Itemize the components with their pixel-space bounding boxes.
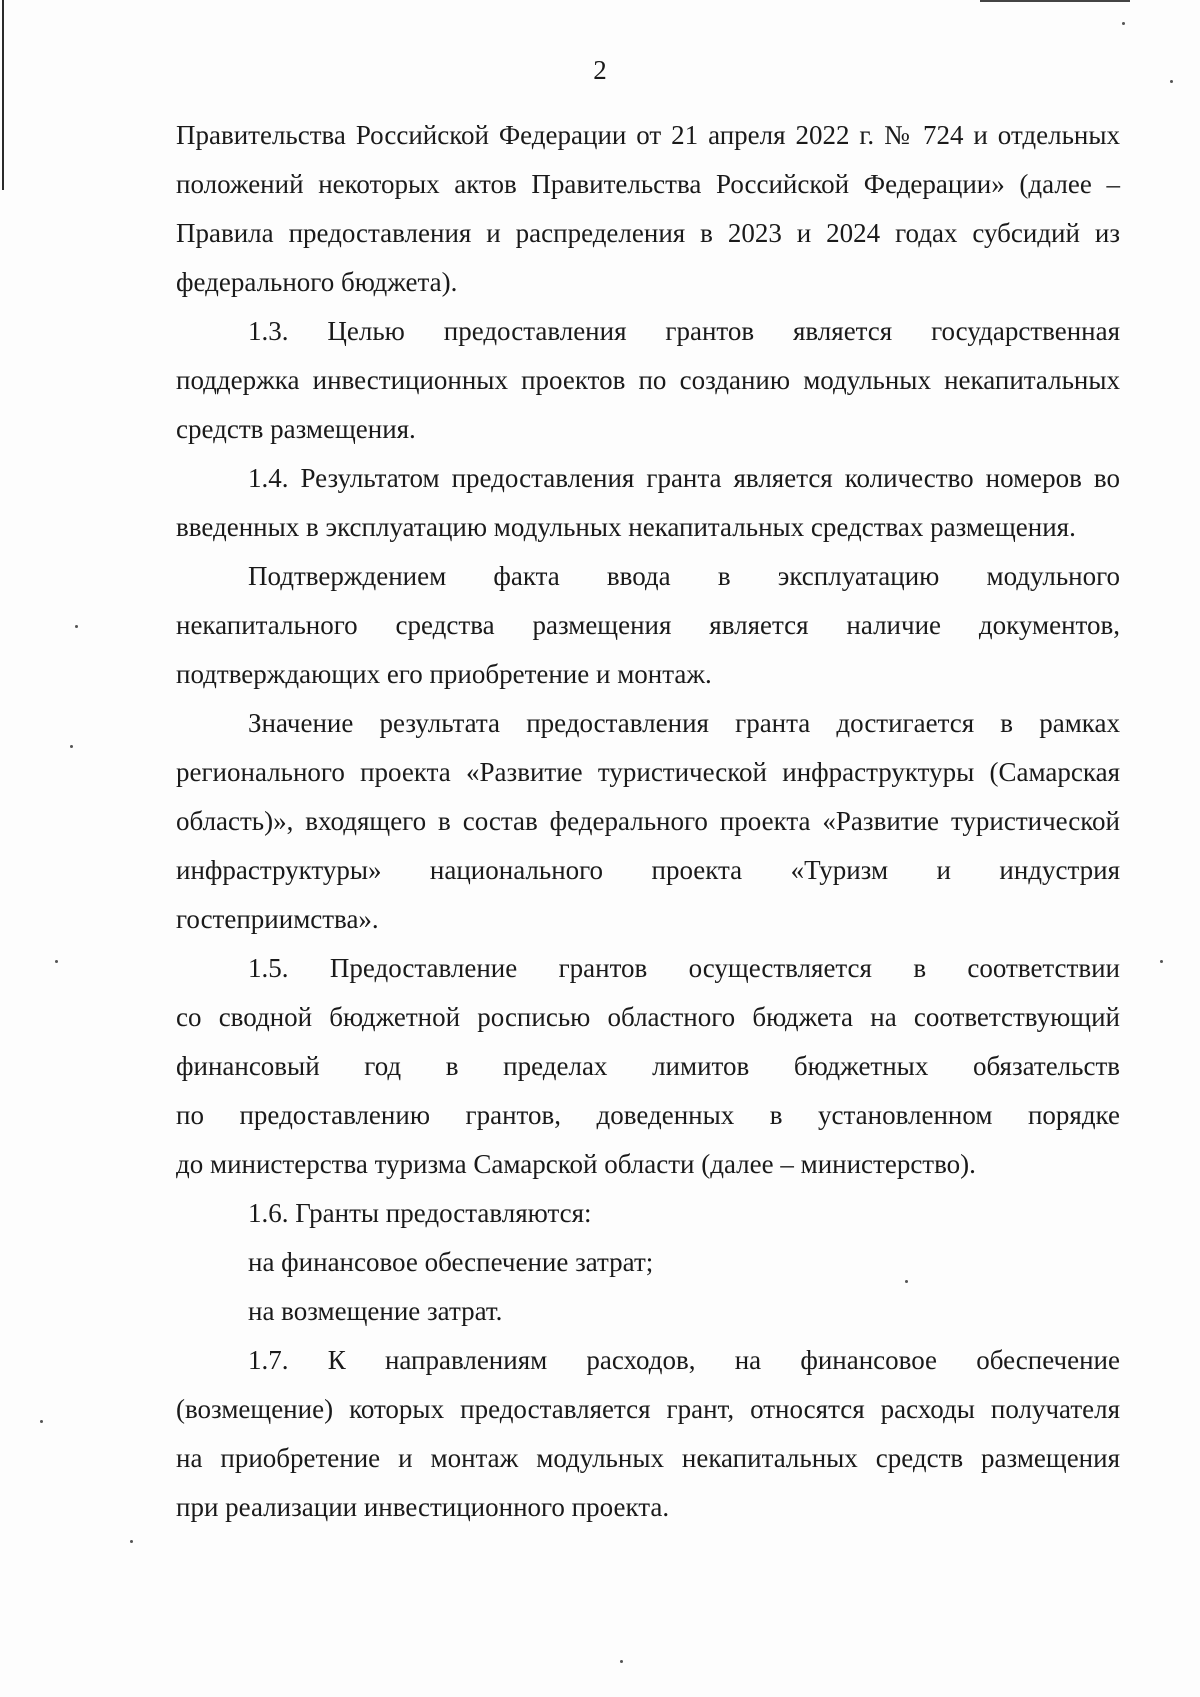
list-item-reimbursement	[176, 1287, 1120, 1336]
text-line: регионального проекта «Развитие туристической инфраструктуры (Самарская	[176, 757, 1120, 787]
text-line: Значение результата предоставления гранта достигается в рамках	[248, 708, 1120, 738]
scan-speck	[905, 1280, 908, 1283]
scan-speck	[75, 625, 78, 628]
page-number: 2	[593, 55, 607, 85]
paragraph-1-3	[176, 307, 1120, 454]
scan-speck	[55, 960, 58, 963]
text-line: федерального бюджета).	[176, 267, 458, 297]
paragraph-1-6	[176, 1189, 1120, 1238]
scan-speck	[1170, 80, 1173, 83]
text-line: некапитального средства размещения является наличие документов,	[176, 610, 1120, 640]
text-line: 1.5. Предоставление грантов осуществляется в соответствии	[248, 953, 1120, 983]
text-line: финансовый год в пределах лимитов бюджетных обязательств	[176, 1051, 1120, 1081]
text-line: гостеприимства».	[176, 904, 379, 934]
text-line: на возмещение затрат.	[248, 1296, 503, 1326]
scan-edge-left	[2, 0, 4, 190]
scan-speck	[1160, 960, 1163, 963]
scan-speck	[620, 1660, 623, 1663]
paragraph-continuation	[176, 111, 1120, 307]
text-line: 1.7. К направлениям расходов, на финансовое обеспечение	[248, 1345, 1120, 1375]
paragraph-confirmation	[176, 552, 1120, 699]
paragraph-1-5	[176, 944, 1120, 1189]
text-line: со сводной бюджетной росписью областного бюджета на соответствующий	[176, 1002, 1120, 1032]
text-line: Правительства Российской Федерации от 21 апреля 2022 г. № 724 и отдельных	[176, 120, 1120, 150]
text-line: область)», входящего в состав федерального проекта «Развитие туристической	[176, 806, 1120, 836]
scan-speck	[1122, 22, 1125, 25]
text-line: до министерства туризма Самарской области (далее – министерство).	[176, 1149, 976, 1179]
scan-speck	[70, 745, 73, 748]
text-line: инфраструктуры» национального проекта «Туризм и индустрия	[176, 855, 1120, 885]
text-line: на финансовое обеспечение затрат;	[248, 1247, 654, 1277]
paragraph-1-4	[176, 454, 1120, 552]
text-line: поддержка инвестиционных проектов по созданию модульных некапитальных	[176, 365, 1120, 395]
scan-speck	[130, 1540, 133, 1543]
text-line: при реализации инвестиционного проекта.	[176, 1492, 670, 1522]
scan-edge-top	[980, 0, 1130, 2]
text-line: (возмещение) которых предоставляется грант, относятся расходы получателя	[176, 1394, 1120, 1424]
document-body	[176, 111, 1120, 1532]
text-line: положений некоторых актов Правительства Российской Федерации» (далее –	[176, 169, 1120, 199]
text-line: подтверждающих его приобретение и монтаж.	[176, 659, 712, 689]
text-line: на приобретение и монтаж модульных некапитальных средств размещения	[176, 1443, 1120, 1473]
scan-speck	[40, 1420, 43, 1423]
text-line: 1.3. Целью предоставления грантов является государственная	[248, 316, 1120, 346]
list-item-financing	[176, 1238, 1120, 1287]
text-line: Правила предоставления и распределения в 2023 и 2024 годах субсидий из	[176, 218, 1120, 248]
paragraph-result-value	[176, 699, 1120, 944]
text-line: Подтверждением факта ввода в эксплуатацию модульного	[248, 561, 1120, 591]
paragraph-1-7	[176, 1336, 1120, 1532]
text-line: 1.6. Гранты предоставляются:	[248, 1198, 592, 1228]
text-line: введенных в эксплуатацию модульных некапитальных средствах размещения.	[176, 512, 1076, 542]
text-line: по предоставлению грантов, доведенных в установленном порядке	[176, 1100, 1120, 1130]
text-line: средств размещения.	[176, 414, 416, 444]
text-line: 1.4. Результатом предоставления гранта является количество номеров во	[248, 463, 1120, 493]
